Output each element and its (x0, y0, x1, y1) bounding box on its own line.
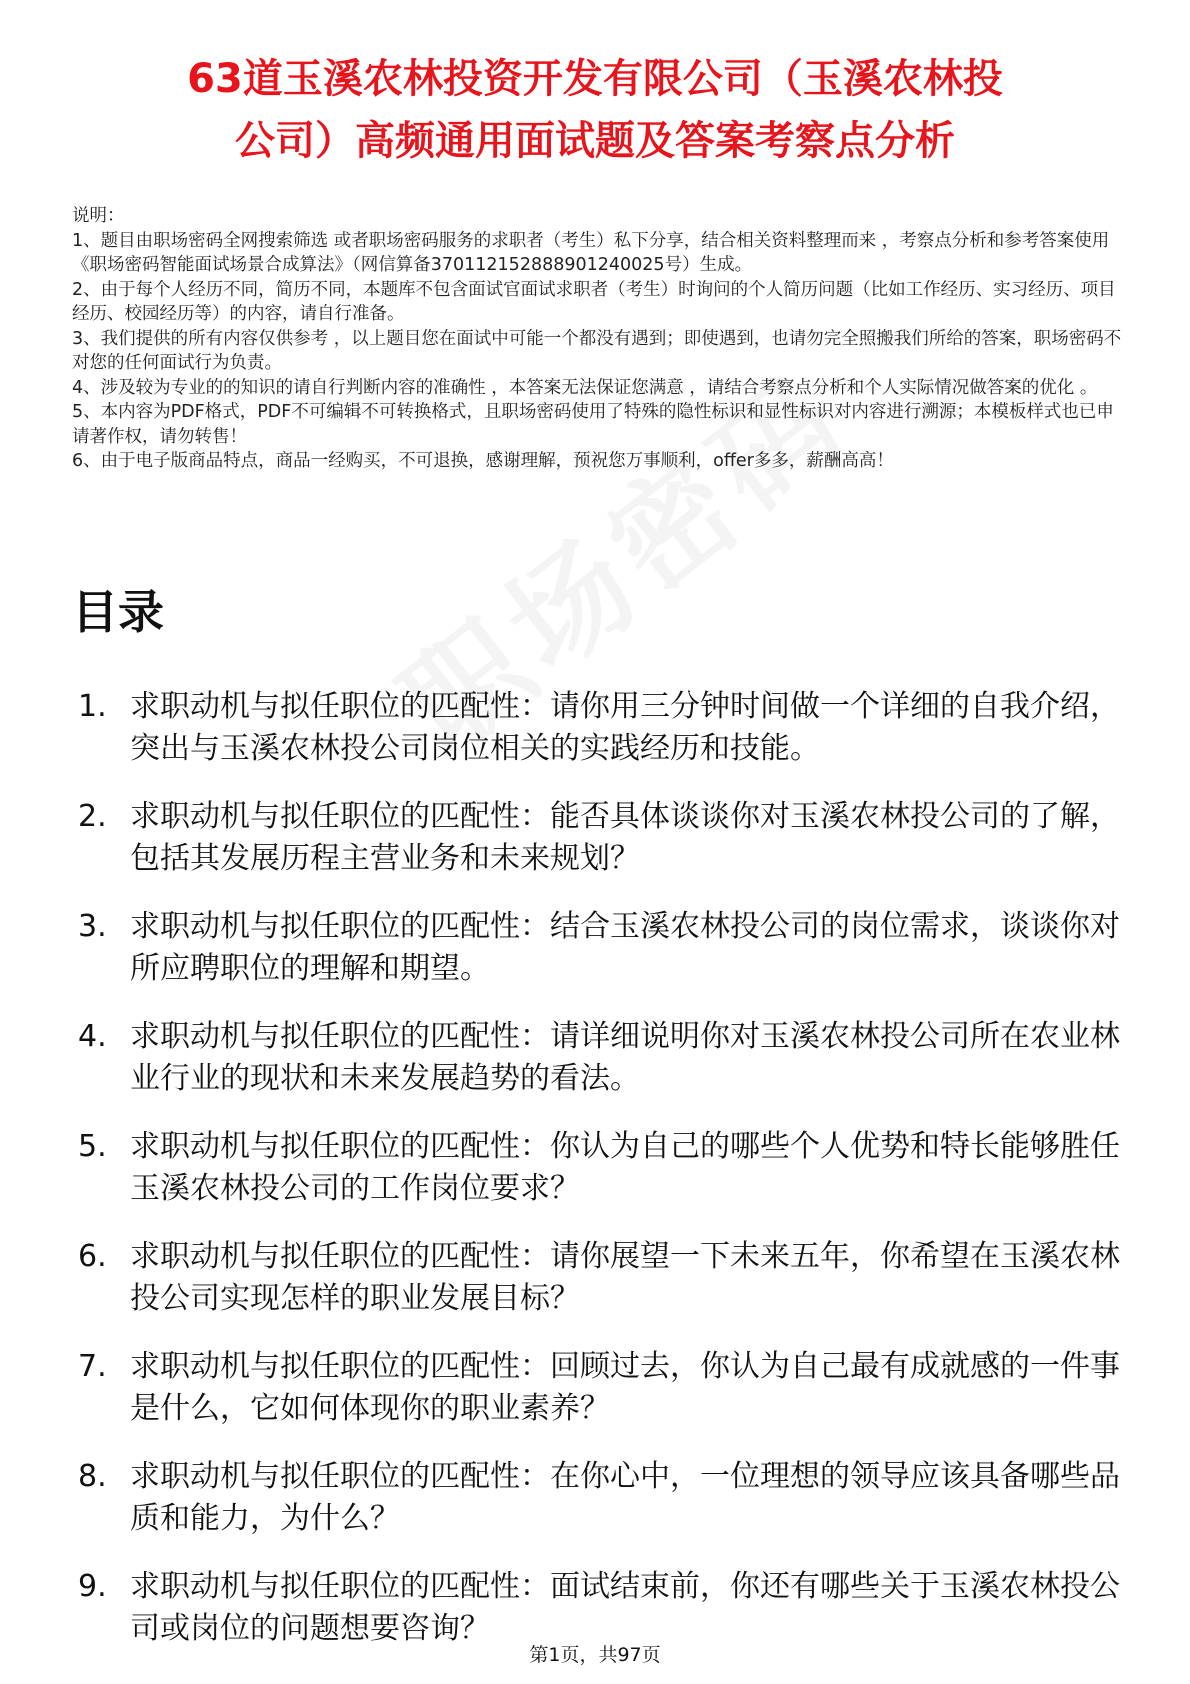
toc-item-text: 求职动机与拟任职位的匹配性：你认为自己的哪些个人优势和特长能够胜任玉溪农林投公司的工作岗位要求？ (130, 1129, 1120, 1206)
toc-item[interactable] (72, 1456, 1132, 1540)
notes-section (72, 204, 1122, 474)
toc-item[interactable] (72, 796, 1132, 880)
toc-item[interactable] (72, 1236, 1132, 1320)
notes-heading: 说明： (72, 206, 125, 226)
toc-item-text: 求职动机与拟任职位的匹配性：回顾过去，你认为自己最有成就感的一件事是什么，它如何体现你的职业素养？ (130, 1349, 1120, 1426)
toc-item-text: 求职动机与拟任职位的匹配性：请你用三分钟时间做一个详细的自我介绍，突出与玉溪农林投公司岗位相关的实践经历和技能。 (130, 689, 1120, 766)
toc-item-number: 5. (78, 1129, 107, 1164)
page-footer: 第1页，共97页 (529, 1644, 661, 1666)
toc-item-number: 4. (78, 1019, 107, 1054)
toc-heading: 目录 (72, 585, 164, 639)
toc-list (72, 686, 1132, 1676)
note-item: 6、由于电子版商品特点，商品一经购买，不可退换，感谢理解，预祝您万事顺利，offer多多，薪酬高高！ (72, 451, 894, 471)
toc-item-text: 求职动机与拟任职位的匹配性：请详细说明你对玉溪农林投公司所在农业林业行业的现状和未来发展趋势的看法。 (130, 1019, 1120, 1096)
toc-item[interactable] (72, 1126, 1132, 1210)
toc-item-number: 8. (78, 1459, 107, 1494)
note-item: 5、本内容为PDF格式，PDF不可编辑不可转换格式，且职场密码使用了特殊的隐性标识和显性标识对内容进行溯源；本模板样式也已申请著作权，请勿转售！ (72, 402, 1114, 447)
note-item: 3、我们提供的所有内容仅供参考 ，以上题目您在面试中可能一个都没有遇到；即使遇到，也请勿完全照搬我们所给的答案，职场密码不对您的任何面试行为负责。 (72, 328, 1122, 373)
toc-item-number: 6. (78, 1239, 107, 1274)
toc-item[interactable] (72, 1566, 1132, 1650)
title-line-1: 63道玉溪农林投资开发有限公司（玉溪农林投 (187, 56, 1003, 102)
toc-item[interactable] (72, 1016, 1132, 1100)
toc-item-text: 求职动机与拟任职位的匹配性：请你展望一下未来五年，你希望在玉溪农林投公司实现怎样的职业发展目标？ (130, 1239, 1120, 1316)
toc-item-number: 1. (78, 689, 107, 724)
toc-item-text: 求职动机与拟任职位的匹配性：面试结束前，你还有哪些关于玉溪农林投公司或岗位的问题想要咨询？ (130, 1569, 1120, 1646)
toc-item-number: 9. (78, 1569, 107, 1604)
toc-item-text: 求职动机与拟任职位的匹配性：在你心中，一位理想的领导应该具备哪些品质和能力，为什么？ (130, 1459, 1120, 1536)
toc-item[interactable] (72, 686, 1132, 770)
document-title (60, 48, 1130, 172)
toc-item-number: 2. (78, 799, 107, 834)
toc-item[interactable] (72, 1346, 1132, 1430)
toc-item[interactable] (72, 906, 1132, 990)
toc-item-number: 7. (78, 1349, 107, 1384)
toc-item-text: 求职动机与拟任职位的匹配性：结合玉溪农林投公司的岗位需求，谈谈你对所应聘职位的理解和期望。 (130, 909, 1120, 986)
title-line-2: 公司）高频通用面试题及答案考察点分析 (235, 118, 955, 164)
note-item: 4、涉及较为专业的的知识的请自行判断内容的准确性 ，本答案无法保证您满意 ，请结合考察点分析和个人实际情况做答案的优化 。 (72, 377, 1098, 398)
note-item: 2、由于每个人经历不同，简历不同，本题库不包含面试官面试求职者（考生）时询问的个人简历问题（比如工作经历、实习经历、项目经历、校园经历等）的内容，请自行准备。 (72, 279, 1116, 324)
note-item: 1、题目由职场密码全网搜索筛选 或者职场密码服务的求职者（考生）私下分享，结合相关资料整理而来 ，考察点分析和参考答案使用《职场密码智能面试场景合成算法》（网信算备370112152888901240025号）生成。 (72, 230, 1110, 275)
toc-item-number: 3. (78, 909, 107, 944)
toc-item-text: 求职动机与拟任职位的匹配性：能否具体谈谈你对玉溪农林投公司的了解，包括其发展历程主营业务和未来规划？ (130, 799, 1120, 876)
